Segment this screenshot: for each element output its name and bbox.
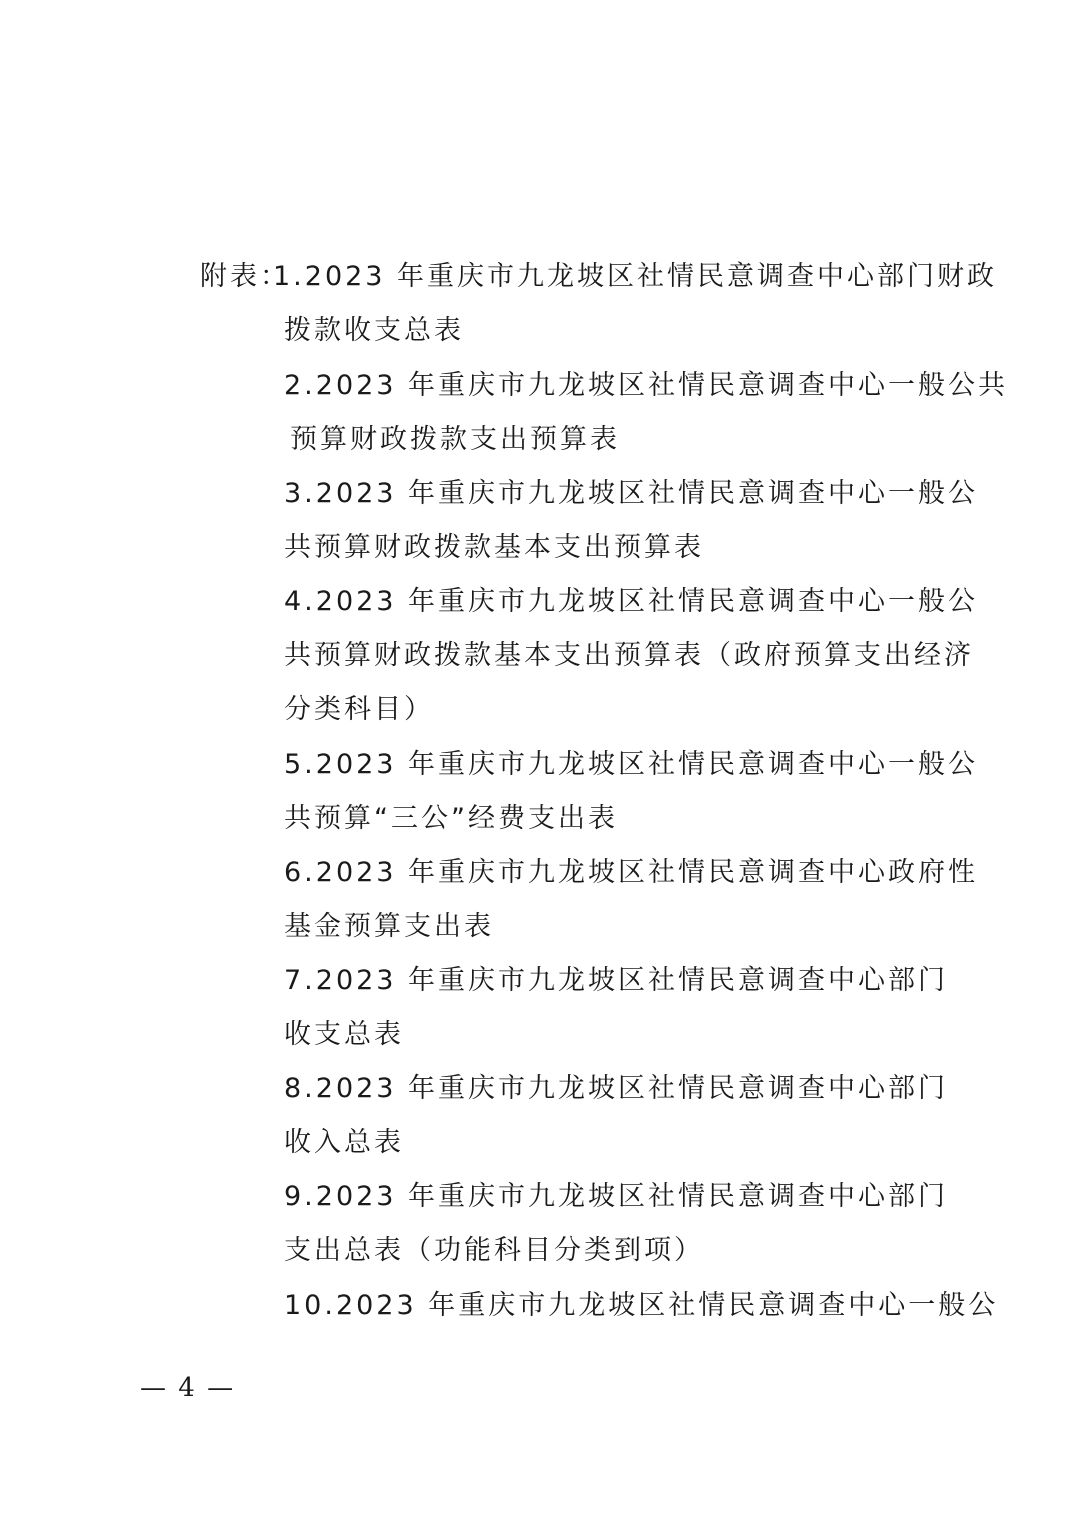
attachment-4-line-2: 共预算财政拨款基本支出预算表（政府预算支出经济 [284, 640, 974, 671]
attachment-2-line-2: 预算财政拨款支出预算表 [290, 424, 620, 455]
attachment-6-line-2: 基金预算支出表 [284, 911, 494, 942]
attachment-2-line-1: 2.2023 年重庆市九龙坡区社情民意调查中心一般公共 [284, 370, 1009, 401]
attachment-4-line-1: 4.2023 年重庆市九龙坡区社情民意调查中心一般公 [284, 586, 979, 617]
attachment-7-line-2: 收支总表 [284, 1019, 404, 1050]
attachment-1-line-1: 1.2023 年重庆市九龙坡区社情民意调查中心部门财政 [273, 261, 998, 292]
attachment-7-line-1: 7.2023 年重庆市九龙坡区社情民意调查中心部门 [284, 965, 949, 996]
attachment-4-line-3: 分类科目） [284, 694, 434, 725]
attachment-8-line-2: 收入总表 [284, 1127, 404, 1158]
attachment-6-line-1: 6.2023 年重庆市九龙坡区社情民意调查中心政府性 [284, 857, 979, 888]
attachments-label: 附表： [200, 261, 290, 292]
attachment-10-line-1: 10.2023 年重庆市九龙坡区社情民意调查中心一般公 [284, 1290, 999, 1321]
attachment-9-line-2: 支出总表（功能科目分类到项） [284, 1235, 704, 1266]
attachment-5-line-1: 5.2023 年重庆市九龙坡区社情民意调查中心一般公 [284, 749, 979, 780]
attachment-1-line-2: 拨款收支总表 [284, 315, 464, 346]
attachment-9-line-1: 9.2023 年重庆市九龙坡区社情民意调查中心部门 [284, 1181, 949, 1212]
attachment-3-line-2: 共预算财政拨款基本支出预算表 [284, 532, 704, 563]
attachment-3-line-1: 3.2023 年重庆市九龙坡区社情民意调查中心一般公 [284, 478, 979, 509]
attachment-8-line-1: 8.2023 年重庆市九龙坡区社情民意调查中心部门 [284, 1073, 949, 1104]
page-number: — 4 — [140, 1373, 236, 1403]
attachment-5-line-2: 共预算“三公”经费支出表 [284, 803, 618, 834]
